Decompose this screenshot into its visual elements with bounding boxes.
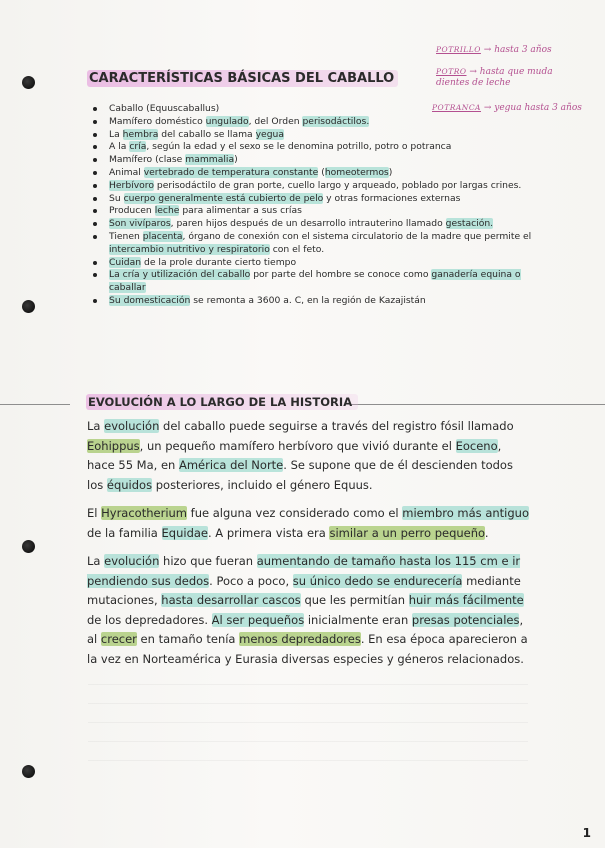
highlighted-text: crecer (100, 632, 137, 646)
text-run: , hace 55 Ma, en (87, 438, 502, 472)
text-run: perisodáctilo de gran porte, cuello largo y arqueado, poblado por largas crines. (153, 179, 522, 191)
highlighted-text: mammalia (185, 154, 235, 166)
highlighted-text: Su domesticación (109, 294, 191, 306)
text-run: Producen (109, 205, 155, 217)
list-item (92, 116, 532, 129)
paragraph (87, 417, 532, 495)
highlighted-text: similar a un perro pequeño (329, 525, 485, 540)
highlighted-text: miembro más antiguo (402, 506, 529, 520)
text-run: La (87, 419, 105, 433)
text-run: se remonta a 3600 a. C, en la región de Kazajistán (190, 294, 426, 306)
highlighted-text: presas potenciales (411, 612, 520, 627)
margin-note-potro (436, 66, 586, 89)
binder-hole (22, 300, 35, 313)
text-run: , órgano de conexión con el sistema circulatorio de la madre que permite el (182, 230, 532, 242)
text-run: con el feto. (269, 243, 325, 255)
text-run: . (484, 525, 489, 540)
list-item (92, 103, 532, 116)
text-run: La (87, 554, 105, 568)
list-item (92, 141, 532, 154)
text-run: El (87, 506, 102, 520)
page-number: 1 (582, 826, 591, 840)
margin-note-potrillo (436, 44, 586, 56)
highlighted-text: homeotermos (324, 166, 389, 178)
highlighted-text: leche (154, 205, 180, 217)
text-run: mediante mutaciones, (87, 573, 521, 607)
text-run: para alimentar a sus crías (179, 205, 302, 217)
section-title-evolucion: EVOLUCIÓN A LO LARGO DE LA HISTORIA (86, 394, 358, 410)
highlighted-text: yegua (255, 128, 284, 140)
divider-line (350, 404, 605, 405)
highlighted-text: ganadería equina o caballar (109, 269, 521, 294)
show-through-lines (88, 684, 528, 774)
text-run: ( (318, 166, 325, 178)
text-run: , al (87, 612, 524, 646)
highlighted-text: menos depredadores (239, 632, 361, 646)
highlighted-text: La cría y utilización del caballo (109, 269, 251, 281)
list-item (92, 205, 532, 218)
list-item (92, 269, 532, 295)
text-run: de la familia (87, 525, 162, 540)
note-term: POTRILLO (436, 45, 481, 54)
highlighted-text: Eohippus (87, 438, 140, 453)
binder-hole (22, 540, 35, 553)
highlighted-text: équidos (106, 477, 153, 492)
highlighted-text: gestación. (445, 218, 494, 230)
highlighted-text: vertebrado de temperatura constante (143, 166, 319, 178)
text-run: de los depredadores. (87, 612, 212, 627)
highlighted-text: aumentando de tamaño hasta los 115 cm e ir pendiendo sus dedos (87, 554, 521, 588)
text-run: posteriores, incluido el género Equus. (152, 477, 373, 492)
text-run: de la prole durante cierto tiempo (141, 256, 297, 268)
paragraph (87, 504, 532, 543)
text-run: Mamífero (clase (109, 154, 186, 166)
text-run: inicialmente eran (304, 612, 412, 627)
highlighted-text: cuerpo generalmente está cubierto de pelo (123, 192, 324, 204)
highlighted-text: Eoceno (455, 438, 498, 453)
text-run: que les permitían (300, 593, 409, 607)
list-item (92, 193, 532, 206)
evolution-text (87, 417, 532, 678)
characteristics-list (92, 103, 532, 308)
text-run: ) (388, 166, 393, 178)
text-run: Animal (109, 166, 144, 178)
text-run: Mamífero doméstico (109, 115, 206, 127)
note-term: POTRANCA (432, 103, 481, 112)
text-run: en tamaño tenía (136, 632, 240, 646)
text-run: , un pequeño mamífero herbívoro que vivió durante el (139, 438, 456, 453)
paragraph (87, 552, 532, 669)
highlighted-text: hembra (122, 128, 159, 140)
list-item (92, 231, 532, 257)
text-run: . Se supone que de él descienden todos los (87, 458, 513, 492)
highlighted-text: Cuidan (109, 256, 142, 268)
divider-line (0, 404, 70, 405)
highlighted-text: perisodáctilos. (302, 115, 370, 127)
list-item (92, 129, 532, 142)
text-run: ) (234, 154, 238, 166)
text-run: . Poco a poco, (209, 573, 293, 588)
highlighted-text: Equidae (161, 525, 208, 540)
note-text: → hasta que muda dientes de leche (436, 67, 553, 88)
highlighted-text: evolución (104, 419, 160, 433)
text-run: hizo que fueran (159, 554, 257, 568)
text-run: fue alguna vez considerado como el (187, 506, 403, 520)
text-run: . En esa época aparecieron a la vez en Norteamérica y Eurasia diversas especies y géneros relacionados. (87, 632, 528, 666)
list-item (92, 180, 532, 193)
highlighted-text: placenta (142, 230, 183, 242)
binder-hole (22, 765, 35, 778)
note-text: → hasta 3 años (483, 45, 552, 55)
note-term: POTRO (436, 67, 467, 76)
list-item (92, 257, 532, 270)
list-item (92, 218, 532, 231)
highlighted-text: huir más fácilmente (408, 593, 524, 607)
text-run: por parte del hombre se conoce como (250, 269, 432, 281)
binder-hole (22, 76, 35, 89)
highlighted-text: Son vivíparos (109, 218, 171, 230)
text-run: del caballo se llama (158, 128, 256, 140)
section-title-caracteristicas: CARACTERÍSTICAS BÁSICAS DEL CABALLO (87, 70, 398, 87)
highlighted-text: Herbívoro (109, 179, 154, 191)
text-run: y otras formaciones externas (323, 192, 461, 204)
highlighted-text: cría (129, 141, 147, 153)
list-item (92, 167, 532, 180)
list-item (92, 154, 532, 167)
highlighted-text: América del Norte (178, 458, 284, 472)
highlighted-text: su único dedo se endurecería (292, 573, 463, 588)
highlighted-text: Hyracotherium (101, 506, 187, 520)
text-run: , del Orden (248, 115, 303, 127)
text-run: . A primera vista era (208, 525, 330, 540)
text-run: Tienen (109, 230, 143, 242)
text-run: La (109, 128, 123, 140)
highlighted-text: Al ser pequeños (211, 612, 305, 627)
list-item (92, 295, 532, 308)
note-text: → yegua hasta 3 años (483, 103, 582, 113)
highlighted-text: evolución (104, 554, 160, 568)
highlighted-text: hasta desarrollar cascos (161, 593, 301, 607)
text-run: , paren hijos después de un desarrollo intrauterino llamado (170, 218, 446, 230)
text-run: Su (109, 192, 124, 204)
text-run: , según la edad y el sexo se le denomina potrillo, potro o potranca (146, 141, 452, 153)
text-run: del caballo puede seguirse a través del registro fósil llamado (159, 419, 514, 433)
text-run: Caballo (Equuscaballus) (109, 103, 220, 114)
highlighted-text: ungulado (205, 115, 249, 127)
text-run: A la (109, 141, 130, 153)
highlighted-text: intercambio nutritivo y respiratorio (109, 243, 270, 255)
